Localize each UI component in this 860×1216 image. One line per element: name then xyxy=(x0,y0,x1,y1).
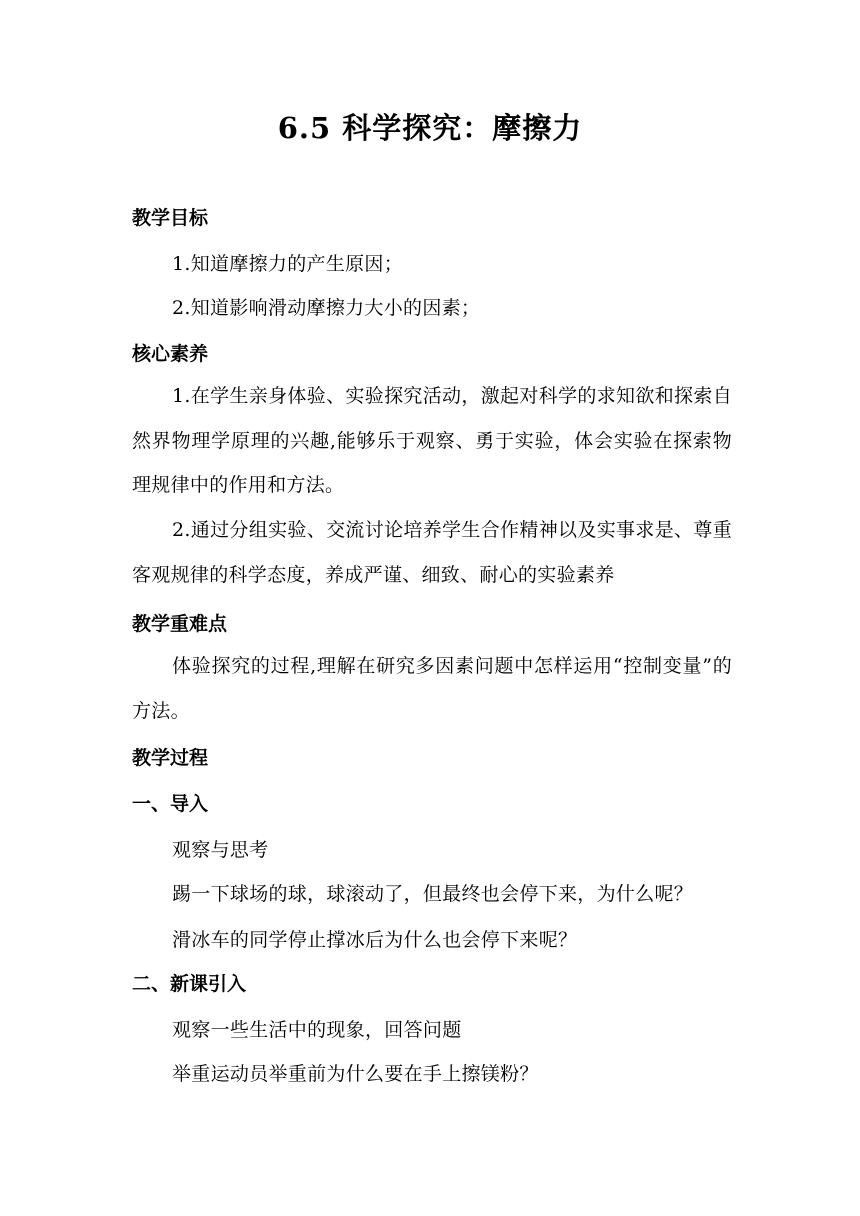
intro-line-2: 踢一下球场的球，球滚动了，但最终也会停下来，为什么呢？ xyxy=(172,883,694,905)
intro-line-3: 滑冰车的同学停止撑冰后为什么也会停下来呢？ xyxy=(172,929,578,951)
objective-item-2: 2.知道影响滑动摩擦力大小的因素； xyxy=(172,297,481,319)
new-lesson-line-2: 举重运动员举重前为什么要在手上擦镁粉？ xyxy=(172,1063,539,1085)
new-lesson-line-1: 观察一些生活中的现象，回答问题 xyxy=(172,1019,462,1041)
heading-intro: 一、导入 xyxy=(132,793,209,815)
literacy-paragraph-2: 2.通过分组实验、交流讨论培养学生合作精神以及实事求是、尊重客观规律的科学态度，养成严谨、细致、耐心的实验素养 xyxy=(132,519,732,586)
literacy-paragraph-1: 1.在学生亲身体验、实验探究活动，激起对科学的求知欲和探索自然界物理学原理的兴趣,能够乐于观察、勇于实验，体会实验在探索物理规律中的作用和方法。 xyxy=(132,385,732,496)
heading-new-lesson: 二、新课引入 xyxy=(132,973,247,995)
objective-item-1: 1.知道摩擦力的产生原因； xyxy=(172,253,404,275)
document-title: 6.5 科学探究：摩擦力 xyxy=(277,111,583,145)
heading-process: 教学过程 xyxy=(132,747,209,769)
heading-literacy: 核心素养 xyxy=(132,343,209,365)
key-points-paragraph: 体验探究的过程,理解在研究多因素问题中怎样运用“控制变量”的方法。 xyxy=(132,655,732,722)
intro-line-1: 观察与思考 xyxy=(172,839,269,861)
heading-key-points: 教学重难点 xyxy=(132,613,228,635)
heading-objectives: 教学目标 xyxy=(132,207,209,229)
